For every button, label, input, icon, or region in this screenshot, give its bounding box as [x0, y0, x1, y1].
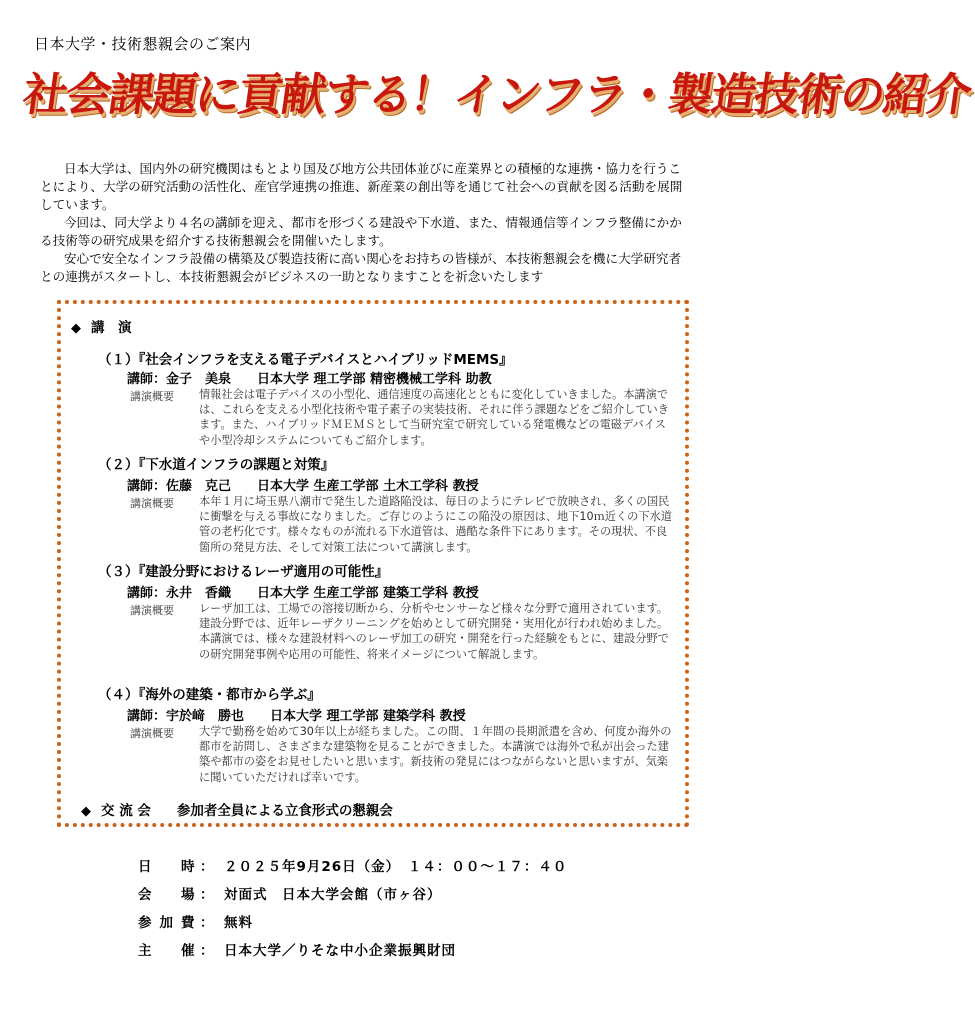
info-label: 会 場	[138, 887, 203, 903]
info-colon: ：	[200, 915, 214, 931]
intro-paragraph: 日本大学は、国内外の研究機関はもとより国及び地方公共団体並びに産業界との積極的な連携・協力を行うことにより、大学の研究活動の活性化、産官学連携の推進、新産業の創出等を通じて社会への貢献を図る活動を展開しています。	[40, 161, 683, 212]
info-label: 参加費	[138, 915, 203, 931]
lecture-title: （１）『社会インフラを支える電子デバイスとハイブリッドMEMS』	[98, 352, 513, 368]
intro-paragraph: 今回は、同大学より４名の講師を迎え、都市を形づくる建設や下水道、また、情報通信等インフラ整備にかかる技術等の研究成果を紹介する技術懇親会を開催いたします。	[40, 215, 682, 248]
lecture-summary: 大学で勤務を始めて30年以上が経ちました。この間、１年間の長期派遣を含め、何度か海外の都市を訪問し、さまざまな建築物を見ることができました。本講演では海外で私が出会った建築や都市の姿をお見せしたいと思います。新技術の発見にはつながらないと思いますが、気楽に聞いていただければ幸いです。	[199, 725, 672, 784]
lectures-heading-label: 講 演	[91, 320, 132, 336]
lecture-speaker: 講師：永井 香織 日本大学 生産工学部 建築工学科 教授	[127, 586, 479, 601]
summary-label: 講演概要	[130, 727, 174, 740]
summary-label: 講演概要	[130, 390, 174, 403]
intro-section	[40, 160, 690, 286]
info-value: ２０２５年9月26日（金） １４：００～１７：４０	[224, 859, 568, 875]
exchange-label: 交 流 会	[101, 803, 151, 819]
exchange-text: 参加者全員による立食形式の懇親会	[176, 803, 393, 819]
info-label: 主 催	[138, 943, 203, 959]
program-box	[57, 300, 689, 827]
intro-paragraph: 安心で安全なインフラ設備の構築及び製造技術に高い関心をお持ちの皆様が、本技術懇親会を機に大学研究者との連携がスタートし、本技術懇親会がビジネスの一助となりますことを祈念いたします	[40, 251, 682, 284]
info-colon: ：	[200, 859, 214, 875]
lecture-speaker: 講師：宇於﨑 勝也 日本大学 理工学部 建築学科 教授	[127, 709, 466, 724]
diamond-icon: ◆	[81, 804, 91, 819]
info-colon: ：	[200, 943, 214, 959]
lecture-title: （３）『建設分野におけるレーザ適用の可能性』	[98, 564, 389, 580]
info-value: 日本大学／りそな中小企業振興財団	[224, 943, 456, 959]
info-row-datetime	[138, 851, 567, 879]
info-label: 日 時	[138, 859, 203, 875]
info-value: 対面式 日本大学会館（市ヶ谷）	[224, 887, 442, 903]
header-subtitle: 日本大学・技術懇親会のご案内	[34, 35, 252, 53]
lecture-title: （２）『下水道インフラの課題と対策』	[98, 457, 335, 473]
page-title: 社会課題に貢献する！インフラ・製造技術の紹介	[19, 68, 974, 121]
event-info-table	[138, 851, 567, 963]
info-colon: ：	[200, 887, 214, 903]
lecture-title: （４）『海外の建築・都市から学ぶ』	[98, 687, 321, 703]
lecture-summary: 情報社会は電子デバイスの小型化、通信速度の高速化とともに変化していきました。本講演では、これらを支える小型化技術や電子素子の実装技術、それに伴う課題などをご紹介していきます。また、ハイブリッドＭＥＭＳとして当研究室で研究している発電機などの電磁デバイスや小型冷却システムについてもご紹介します。	[199, 388, 669, 447]
info-value: 無料	[224, 915, 253, 931]
info-row-organizer	[138, 935, 567, 963]
lecture-speaker: 講師：金子 美泉 日本大学 理工学部 精密機械工学科 助教	[127, 372, 492, 387]
lectures-heading	[71, 316, 132, 336]
exchange-party	[81, 799, 393, 819]
lecture-summary: レーザ加工は、工場での溶接切断から、分析やセンサーなど様々な分野で適用されています。建設分野では、近年レーザクリーニングを始めとして研究開発・実用化が行われ始めました。本講演では、様々な建設材料へのレーザ加工の研究・開発を行った経験をもとに、建設分野での研究開発事例や応用の可能性、将来イメージについて解説します。	[199, 602, 669, 661]
lecture-speaker: 講師：佐藤 克己 日本大学 生産工学部 土木工学科 教授	[127, 479, 479, 494]
summary-label: 講演概要	[130, 604, 174, 617]
diamond-icon: ◆	[71, 321, 81, 336]
lecture-summary: 本年１月に埼玉県八潮市で発生した道路陥没は、毎日のようにテレビで放映され、多くの国民に衝撃を与える事故になりました。ご存じのようにこの陥没の原因は、地下10ｍ近くの下水道管の老朽化です。様々なものが流れる下水道管は、過酷な条件下にあります。その現状、不良箇所の発見方法、そして対策工法について講演します。	[199, 495, 672, 554]
summary-label: 講演概要	[130, 497, 174, 510]
info-row-fee	[138, 907, 567, 935]
info-row-venue	[138, 879, 567, 907]
